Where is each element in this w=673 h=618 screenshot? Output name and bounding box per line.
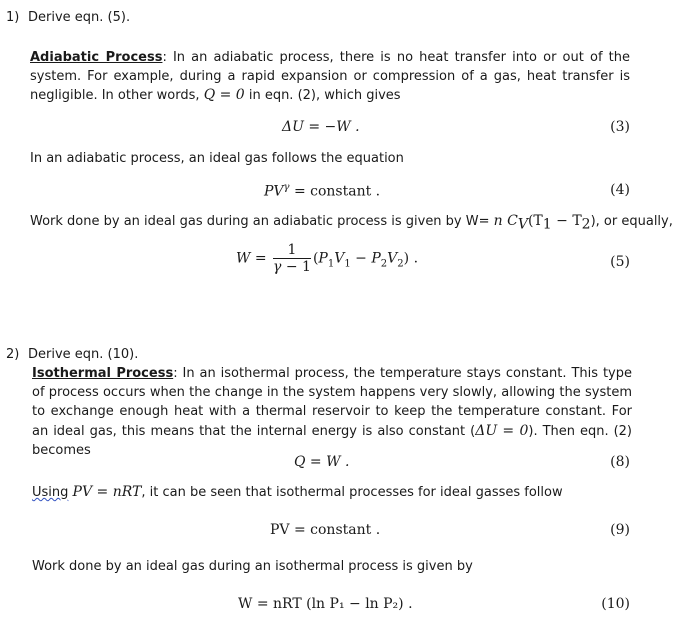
- isothermal-gas-text: , it can be seen that isothermal processes for ideal gasses follow: [141, 485, 563, 500]
- equation-8-text: Q = W .: [294, 454, 350, 470]
- work-line-ncv: n C: [493, 213, 518, 229]
- isothermal-heading: Isothermal Process: [32, 366, 174, 381]
- isothermal-work-line: Work done by an ideal gas during an isothermal process is given by: [32, 559, 473, 574]
- equation-3: [282, 119, 360, 135]
- work-line-text: Work done by an ideal gas during an adiabatic process is given by W=: [30, 214, 490, 229]
- question-1-title: Derive eqn. (5).: [28, 10, 131, 25]
- equation-10: [238, 596, 413, 612]
- adiabatic-intro-text: : In an adiabatic process, there is no heat transfer into or out of the system. For example, during a rapid expansion or compression of a gas, heat transfer is negligible. In other words,: [30, 50, 630, 104]
- question-2-title: Derive eqn. (10).: [28, 347, 139, 362]
- equation-8-number: (8): [610, 454, 630, 470]
- equation-3-text: ΔU = −W .: [282, 119, 360, 135]
- isothermal-intro-end: ). Then eqn. (2) becomes: [32, 423, 633, 458]
- equation-4: $PV^\gamma$ = constant .: [264, 182, 381, 200]
- q-zero-expression: Q = 0: [203, 87, 245, 104]
- work-line-end: ), or equally,: [590, 214, 673, 229]
- work-line-t1: (T: [527, 213, 543, 229]
- delta-u-zero: ΔU = 0: [475, 422, 529, 439]
- equation-5-number: (5): [610, 254, 630, 270]
- equation-8: [294, 454, 349, 470]
- equation-9: [270, 522, 380, 538]
- adiabatic-intro-end: in eqn. (2), which gives: [244, 88, 401, 104]
- adiabatic-gas-line: In an adiabatic process, an ideal gas follows the equation: [30, 151, 404, 166]
- adiabatic-heading: Adiabatic Process: [30, 50, 163, 65]
- equation-10-number: (10): [601, 596, 630, 612]
- ideal-gas-law: PV = nRT: [72, 484, 142, 500]
- adiabatic-paragraph: [30, 48, 630, 106]
- equation-5: W = $\frac{1}{\gamma - 1}$ $(P_1V_1 - P_2V_2)$ .: [236, 242, 419, 275]
- isothermal-paragraph: [32, 364, 632, 460]
- equation-10-text: W = nRT (ln P₁ − ln P₂) .: [238, 596, 413, 612]
- equation-3-number: (3): [610, 119, 630, 135]
- work-line-t2: − T: [551, 213, 582, 229]
- equation-9-number: (9): [610, 522, 630, 538]
- question-1-number: 1): [6, 10, 20, 25]
- equation-4-number: (4): [610, 182, 630, 198]
- using-word: Using: [32, 485, 69, 500]
- isothermal-gas-line: [32, 484, 563, 500]
- isothermal-intro-text: : In an isothermal process, the temperature stays constant. This type of process occurs when the change in the system happens very slowly, allowing the system to exchange enough heat with a thermal reservoir to keep the temperature constant. For an ideal gas, this means that the internal energy is also constant (: [32, 366, 633, 439]
- question-2-number: 2): [6, 347, 20, 362]
- equation-9-text: PV = constant .: [270, 522, 381, 538]
- adiabatic-work-line: Work done by an ideal gas during an adiabatic process is given by W= n $C_V(T_1 - T_2)$, or equally,: [30, 213, 673, 233]
